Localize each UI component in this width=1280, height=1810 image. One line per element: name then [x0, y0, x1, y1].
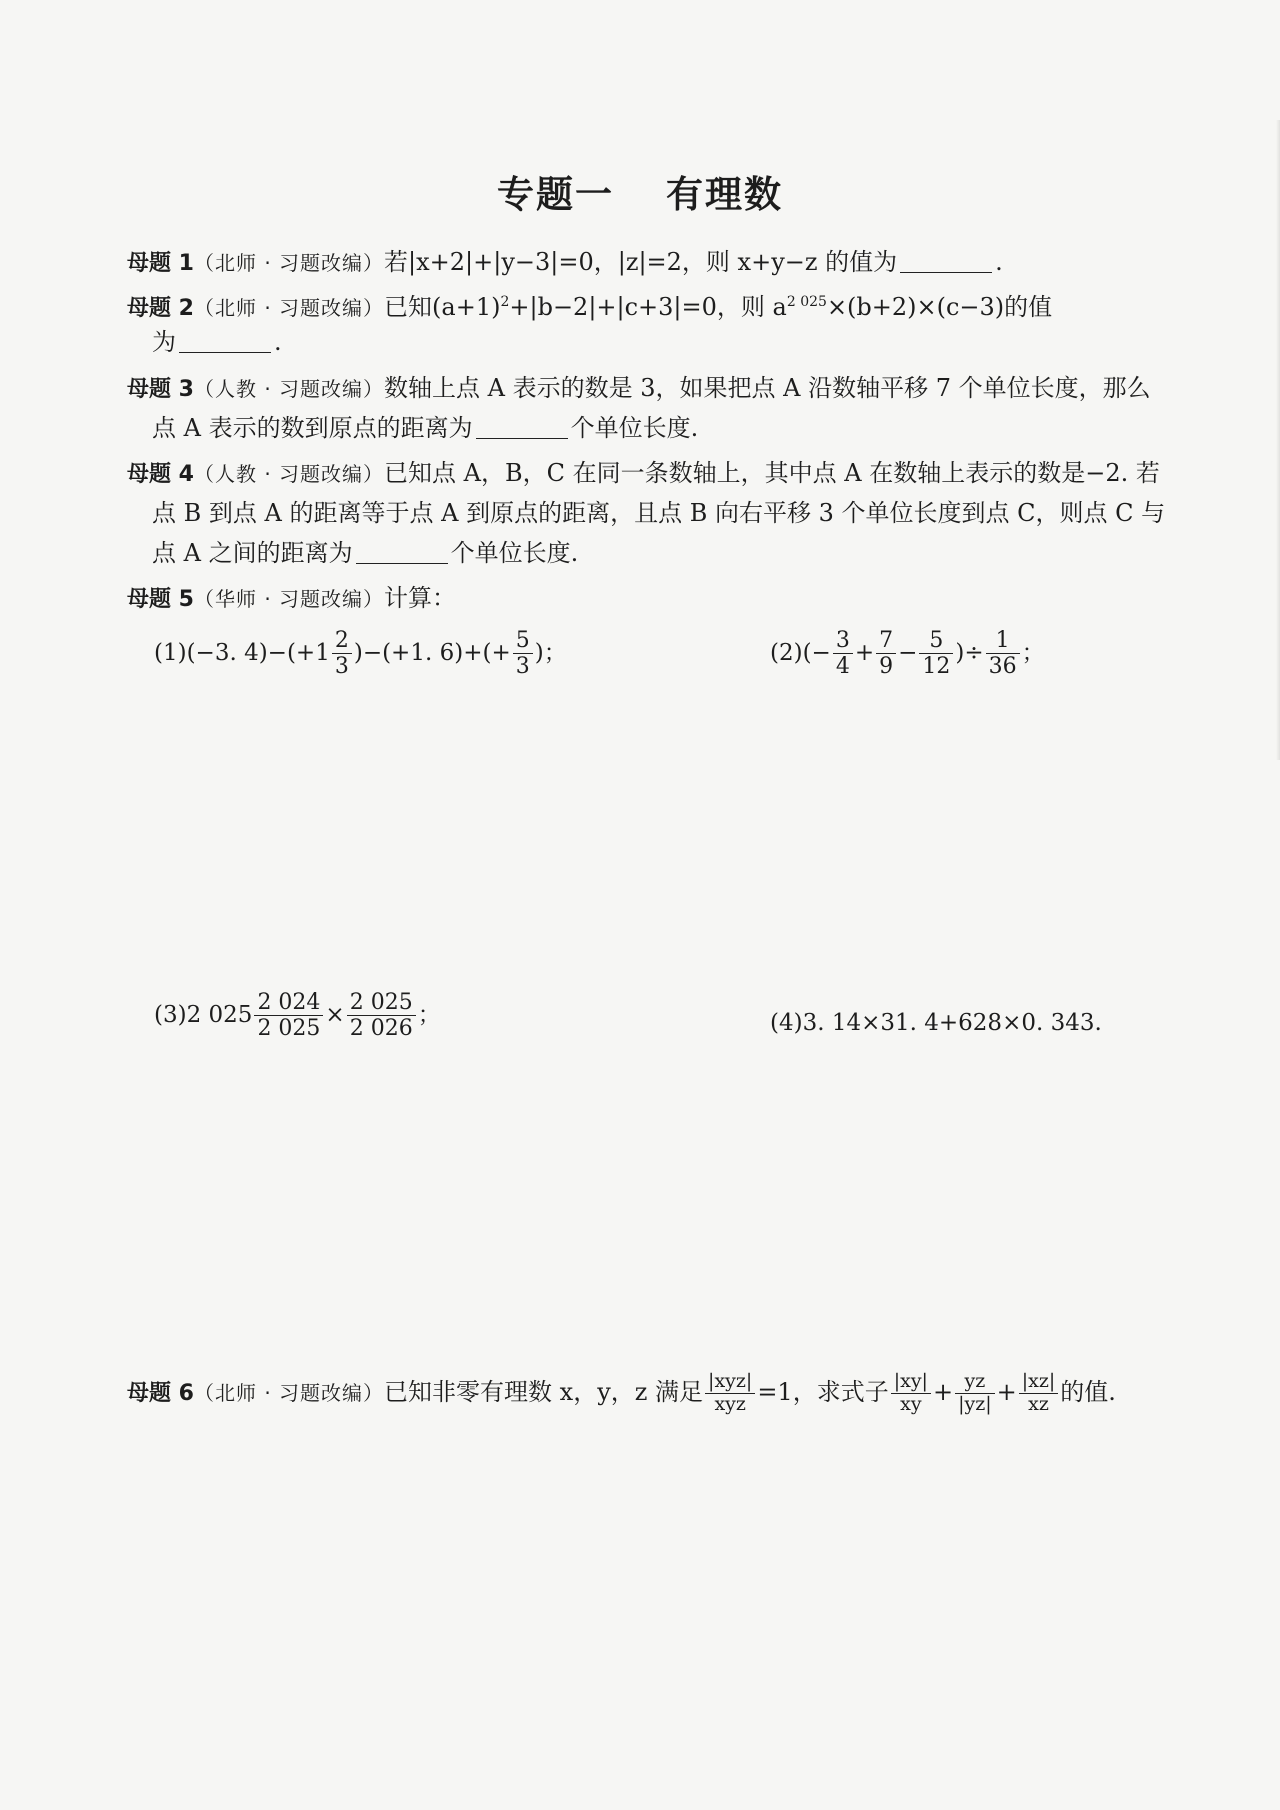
fraction [1019, 1371, 1059, 1416]
problem-text-end: . [995, 248, 1003, 276]
numerator: 7 [876, 628, 896, 654]
answer-blank[interactable] [476, 414, 568, 439]
problem-text-end: . [274, 328, 282, 356]
problem-6 [127, 1362, 1116, 1424]
problem-text: 点 B 到点 A 的距离等于点 A 到原点的距离，且点 B 向右平移 3 个单位长度到点 C，则点 C 与 [152, 499, 1166, 527]
answer-blank[interactable] [900, 248, 992, 273]
calc-text: )； [534, 639, 567, 666]
problem-4-cont2 [152, 535, 578, 571]
calc-text: + [996, 1378, 1017, 1406]
problem-label: 母题 5 [127, 587, 194, 612]
problem-text: 数轴上点 A 表示的数是 3，如果把点 A 沿数轴平移 7 个单位长度，那么 [384, 374, 1151, 402]
problem-label: 母题 1 [127, 251, 194, 276]
numerator: 3 [833, 628, 853, 654]
problem-source: （北师 · 习题改编） [193, 251, 385, 275]
calc-text: + [932, 1378, 954, 1406]
problem-text: 已知(a+1) [384, 293, 501, 321]
answer-blank[interactable] [179, 328, 271, 353]
denominator: 2 025 [257, 1016, 321, 1042]
denominator: xyz [714, 1393, 746, 1415]
fraction [332, 628, 352, 680]
title-part2: 有理数 [666, 173, 783, 216]
fraction [705, 1371, 755, 1416]
numerator: yz [955, 1371, 995, 1394]
problem-text-end: 个单位长度. [450, 539, 579, 567]
page-title [0, 164, 1280, 218]
title-part1: 专题一 [497, 173, 614, 216]
numerator: 1 [986, 628, 1020, 654]
calc-2 [770, 628, 1045, 680]
problem-text: 已知非零有理数 x，y，z 满足 [384, 1378, 704, 1406]
calc-4 [770, 1010, 1102, 1036]
numerator: |xy| [891, 1371, 931, 1394]
fraction [891, 1371, 931, 1416]
problem-source: （北师 · 习题改编） [193, 296, 385, 320]
fraction [347, 990, 416, 1042]
calc-text: ； [1021, 639, 1045, 666]
calc-text: ； [417, 1001, 441, 1028]
numerator: |xz| [1019, 1371, 1059, 1394]
calc-text: − [898, 639, 918, 666]
problem-5 [127, 580, 456, 618]
denominator: 3 [515, 654, 530, 680]
calc-text: (3)2 025 [154, 1001, 253, 1028]
calc-text: )−(+1. 6)+(+ [353, 639, 511, 666]
denominator: xy [900, 1393, 922, 1415]
fraction [833, 628, 853, 680]
problem-label: 母题 2 [127, 296, 194, 321]
calc-text: (4)3. 14×31. 4+628×0. 343. [770, 1010, 1102, 1036]
problem-text: +|b−2|+|c+3|=0，则 a [509, 293, 787, 321]
denominator: 4 [835, 654, 850, 680]
calc-text: (2)(− [770, 639, 831, 666]
denominator: |yz| [958, 1393, 992, 1415]
problem-4-cont [152, 495, 1165, 531]
problem-source: （华师 · 习题改编） [193, 587, 385, 611]
answer-blank[interactable] [356, 539, 448, 564]
fraction [955, 1371, 995, 1416]
problem-4 [127, 455, 1160, 493]
fraction [876, 628, 896, 680]
denominator: 36 [988, 654, 1017, 680]
fraction [513, 628, 533, 680]
denominator: xz [1028, 1393, 1049, 1415]
problem-text: 点 A 之间的距离为 [152, 539, 353, 567]
calc-text: + [854, 639, 875, 666]
calc-text: × [325, 1001, 345, 1028]
problem-text: 计算： [384, 584, 457, 612]
numerator: 5 [513, 628, 533, 654]
problem-text: ×(b+2)×(c−3)的值 [826, 293, 1053, 321]
problem-source: （北师 · 习题改编） [193, 1381, 385, 1405]
problem-text-end: 的值. [1060, 1378, 1116, 1406]
numerator: |xyz| [705, 1371, 755, 1394]
exponent: 2 [500, 294, 510, 310]
exponent: 2 025 [786, 294, 827, 310]
numerator: 2 025 [347, 990, 416, 1016]
numerator: 2 [332, 628, 352, 654]
problem-label: 母题 3 [127, 377, 194, 402]
calc-text: )÷ [955, 639, 984, 666]
problem-2-cont [152, 324, 282, 360]
problem-3-cont [152, 410, 698, 446]
problem-text: =1，求式子 [757, 1378, 889, 1406]
problem-text-end: 个单位长度. [570, 414, 699, 442]
numerator: 5 [919, 628, 953, 654]
denominator: 3 [334, 654, 349, 680]
denominator: 12 [922, 654, 951, 680]
problem-1 [127, 244, 1003, 282]
fraction [919, 628, 953, 680]
problem-3 [127, 370, 1151, 408]
calc-1 [154, 628, 567, 680]
denominator: 2 026 [349, 1016, 413, 1042]
fraction [254, 990, 323, 1042]
numerator: 2 024 [254, 990, 323, 1016]
problem-text: 为 [152, 328, 176, 356]
problem-source: （人教 · 习题改编） [193, 377, 385, 401]
calc-text: (1)(−3. 4)−(+1 [154, 639, 330, 666]
problem-text: 点 A 表示的数到原点的距离为 [152, 414, 473, 442]
problem-text: 若|x+2|+|y−3|=0，|z|=2，则 x+y−z 的值为 [384, 248, 898, 276]
problem-2 [127, 284, 1052, 327]
denominator: 9 [879, 654, 894, 680]
problem-source: （人教 · 习题改编） [193, 462, 385, 486]
problem-text: 已知点 A，B，C 在同一条数轴上，其中点 A 在数轴上表示的数是−2. 若 [384, 459, 1160, 487]
calc-3 [154, 990, 441, 1042]
problem-label: 母题 6 [127, 1381, 194, 1406]
fraction [986, 628, 1020, 680]
problem-label: 母题 4 [127, 462, 194, 487]
